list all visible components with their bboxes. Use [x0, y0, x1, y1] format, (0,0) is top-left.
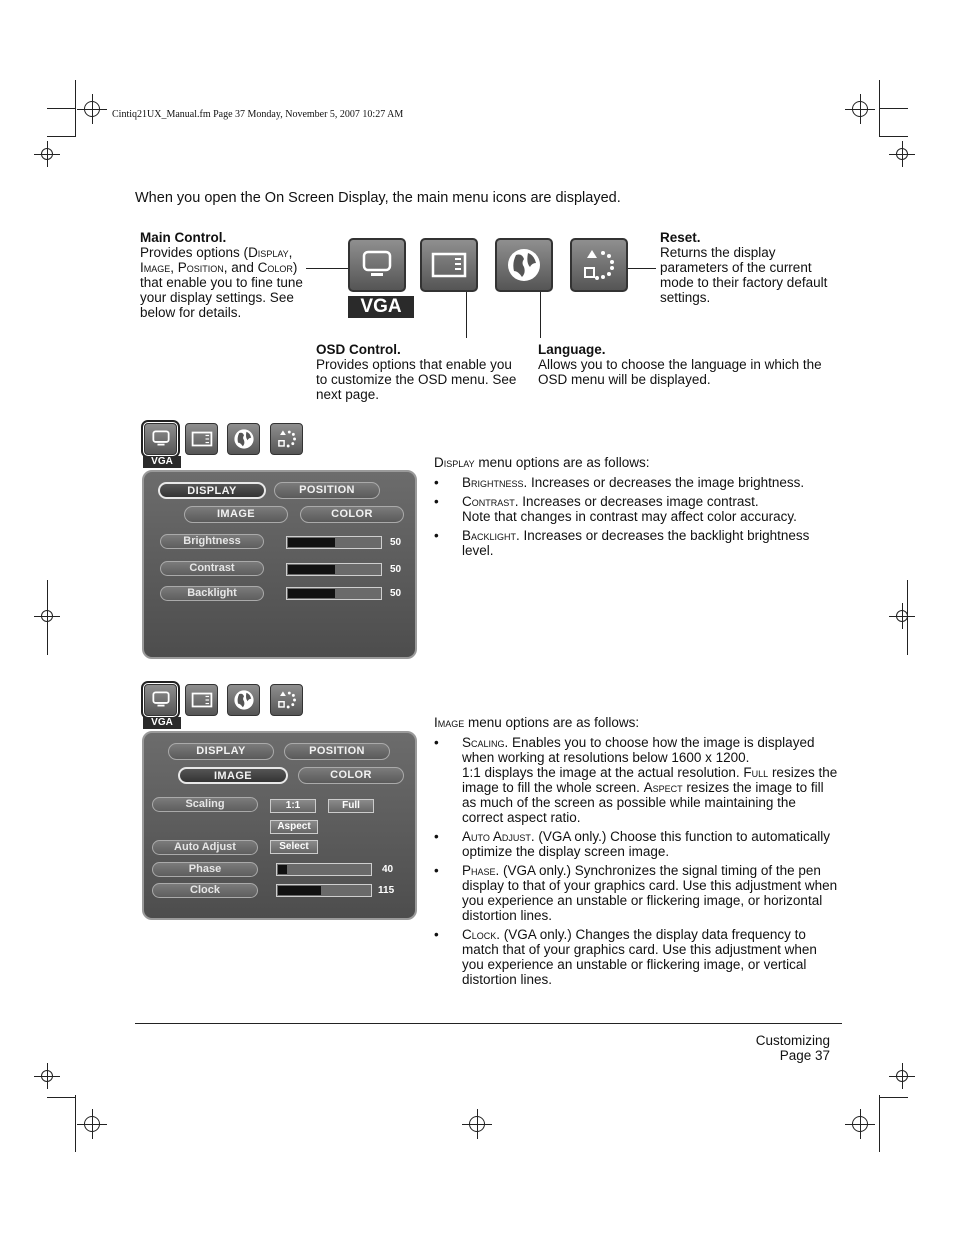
contrast-label[interactable]: Contrast: [160, 561, 264, 576]
crop-mark: [880, 1097, 908, 1098]
registration-mark-icon: [469, 1116, 485, 1132]
footer-rule: [135, 1023, 842, 1024]
reset-callout: [660, 230, 840, 305]
main-control-title: Main Control.: [140, 230, 227, 245]
phase-label[interactable]: Phase: [152, 862, 258, 877]
image-osd-panel: [142, 731, 417, 920]
registration-mark-icon: [84, 1116, 100, 1132]
tab-position[interactable]: POSITION: [284, 743, 390, 760]
osd-menu-icon[interactable]: [185, 684, 218, 716]
reset-title: Reset.: [660, 230, 701, 245]
scaling-label[interactable]: Scaling: [152, 797, 258, 812]
auto-adjust-label[interactable]: Auto Adjust: [152, 840, 258, 855]
vga-label: VGA: [143, 717, 181, 729]
tab-display[interactable]: DISPLAY: [168, 743, 274, 760]
scaling-full-button[interactable]: Full: [328, 799, 374, 813]
scaling-1-1-button[interactable]: 1:1: [270, 799, 316, 813]
slider-fill: [288, 589, 335, 598]
tab-color[interactable]: COLOR: [300, 506, 404, 523]
display-options-section: [434, 455, 839, 562]
vga-label: VGA: [348, 296, 414, 318]
list-item: • Brightness. Increases or decreases the image brightness.: [434, 475, 839, 490]
vga-label: VGA: [143, 456, 181, 468]
backlight-label[interactable]: Backlight: [160, 586, 264, 601]
crop-mark: [75, 80, 76, 137]
list-item: • Auto Adjust. (VGA only.) Choose this function to automatically optimize the display screen image.: [434, 829, 839, 859]
reset-body: Returns the display parameters of the current mode to their factory default settings.: [660, 245, 828, 305]
monitor-icon[interactable]: [348, 238, 406, 292]
clock-label[interactable]: Clock: [152, 883, 258, 898]
callout-leader-line: [466, 292, 467, 338]
tab-image[interactable]: IMAGE: [184, 506, 288, 523]
list-item: • Backlight. Increases or decreases the backlight brightness level.: [434, 528, 839, 558]
brightness-label[interactable]: Brightness: [160, 534, 264, 549]
callout-leader-line: [628, 268, 656, 269]
callout-leader-line: [540, 292, 541, 338]
footer: [700, 1033, 830, 1063]
image-options-section: [434, 715, 839, 991]
slider-fill: [288, 565, 335, 574]
intro-text: When you open the On Screen Display, the main menu icons are displayed.: [135, 190, 621, 206]
list-item: • Phase. (VGA only.) Synchronizes the signal timing of the pen display to that of your graphics card. Use this adjustment when you experience an unstable or flickering image, or horizontal distortion lines.: [434, 863, 839, 923]
reset-icon[interactable]: [270, 684, 303, 716]
auto-adjust-select-button[interactable]: Select: [270, 840, 318, 854]
crop-mark: [880, 136, 908, 137]
main-control-body: Provides options (Display, Image, Position, and Color) that enable you to fine tune your display settings. See below for details.: [140, 245, 303, 320]
backlight-value: 50: [390, 588, 402, 599]
osd-control-body: Provides options that enable you to customize the OSD menu. See next page.: [316, 357, 517, 402]
contrast-slider[interactable]: [286, 563, 382, 576]
crop-mark: [47, 108, 75, 109]
callout-leader-line: [306, 268, 348, 269]
list-item: • Scaling. Enables you to choose how the image is displayed when working at resolutions below 1600 x 1200. 1:1 displays the image at the actual resolution. Full resizes the image to fill the whole screen. Aspect resizes the image to fill as much of the screen as possible while maintaining the correct aspect ratio.: [434, 735, 839, 825]
registration-mark-icon: [84, 101, 100, 117]
crop-mark: [47, 1097, 75, 1098]
monitor-icon[interactable]: [144, 684, 177, 716]
crop-mark: [47, 136, 75, 137]
backlight-slider[interactable]: [286, 587, 382, 600]
reset-icon[interactable]: [570, 238, 628, 292]
display-options-heading: Display menu options are as follows:: [434, 455, 650, 470]
footer-section-name: Customizing: [755, 1033, 830, 1048]
tab-position[interactable]: POSITION: [274, 482, 380, 499]
globe-icon[interactable]: [227, 423, 260, 455]
language-body: Allows you to choose the language in which the OSD menu will be displayed.: [538, 357, 822, 387]
registration-mark-icon: [41, 1070, 53, 1082]
reset-icon[interactable]: [270, 423, 303, 455]
registration-mark-icon: [852, 1116, 868, 1132]
contrast-value: 50: [390, 564, 402, 575]
list-item: • Contrast. Increases or decreases image contrast. Note that changes in contrast may affect color accuracy.: [434, 494, 839, 524]
display-osd-panel: [142, 470, 417, 659]
registration-mark-icon: [41, 148, 53, 160]
osd-control-callout: [316, 342, 521, 402]
main-control-callout: [140, 230, 312, 320]
file-info-header: Cintiq21UX_Manual.fm Page 37 Monday, November 5, 2007 10:27 AM: [112, 109, 404, 120]
tab-display[interactable]: DISPLAY: [158, 482, 266, 499]
crop-mark: [880, 108, 908, 109]
clock-value: 115: [378, 885, 395, 896]
osd-control-title: OSD Control.: [316, 342, 401, 357]
brightness-slider[interactable]: [286, 536, 382, 549]
slider-fill: [278, 865, 287, 874]
registration-mark-icon: [896, 610, 908, 622]
language-title: Language.: [538, 342, 606, 357]
tab-color[interactable]: COLOR: [298, 767, 404, 784]
registration-mark-icon: [896, 148, 908, 160]
globe-icon[interactable]: [495, 238, 553, 292]
osd-menu-icon[interactable]: [185, 423, 218, 455]
scaling-aspect-button[interactable]: Aspect: [270, 820, 318, 834]
image-options-heading: Image menu options are as follows:: [434, 715, 640, 730]
footer-page-number: Page 37: [779, 1048, 830, 1063]
registration-mark-icon: [852, 101, 868, 117]
brightness-value: 50: [390, 537, 402, 548]
monitor-icon[interactable]: [144, 423, 177, 455]
crop-mark: [879, 1095, 880, 1152]
language-callout: [538, 342, 838, 387]
crop-mark: [75, 1095, 76, 1152]
registration-mark-icon: [896, 1070, 908, 1082]
registration-mark-icon: [41, 610, 53, 622]
slider-fill: [278, 886, 321, 895]
phase-slider[interactable]: [276, 863, 372, 876]
clock-slider[interactable]: [276, 884, 372, 897]
slider-fill: [288, 538, 335, 547]
phase-value: 40: [382, 864, 394, 875]
osd-menu-icon[interactable]: [420, 238, 478, 292]
tab-image[interactable]: IMAGE: [178, 767, 288, 784]
globe-icon[interactable]: [227, 684, 260, 716]
list-item: • Clock. (VGA only.) Changes the display data frequency to match that of your graphics card. Use this adjustment when you experience an unstable or flickering image, or vertical distortion lines.: [434, 927, 839, 987]
